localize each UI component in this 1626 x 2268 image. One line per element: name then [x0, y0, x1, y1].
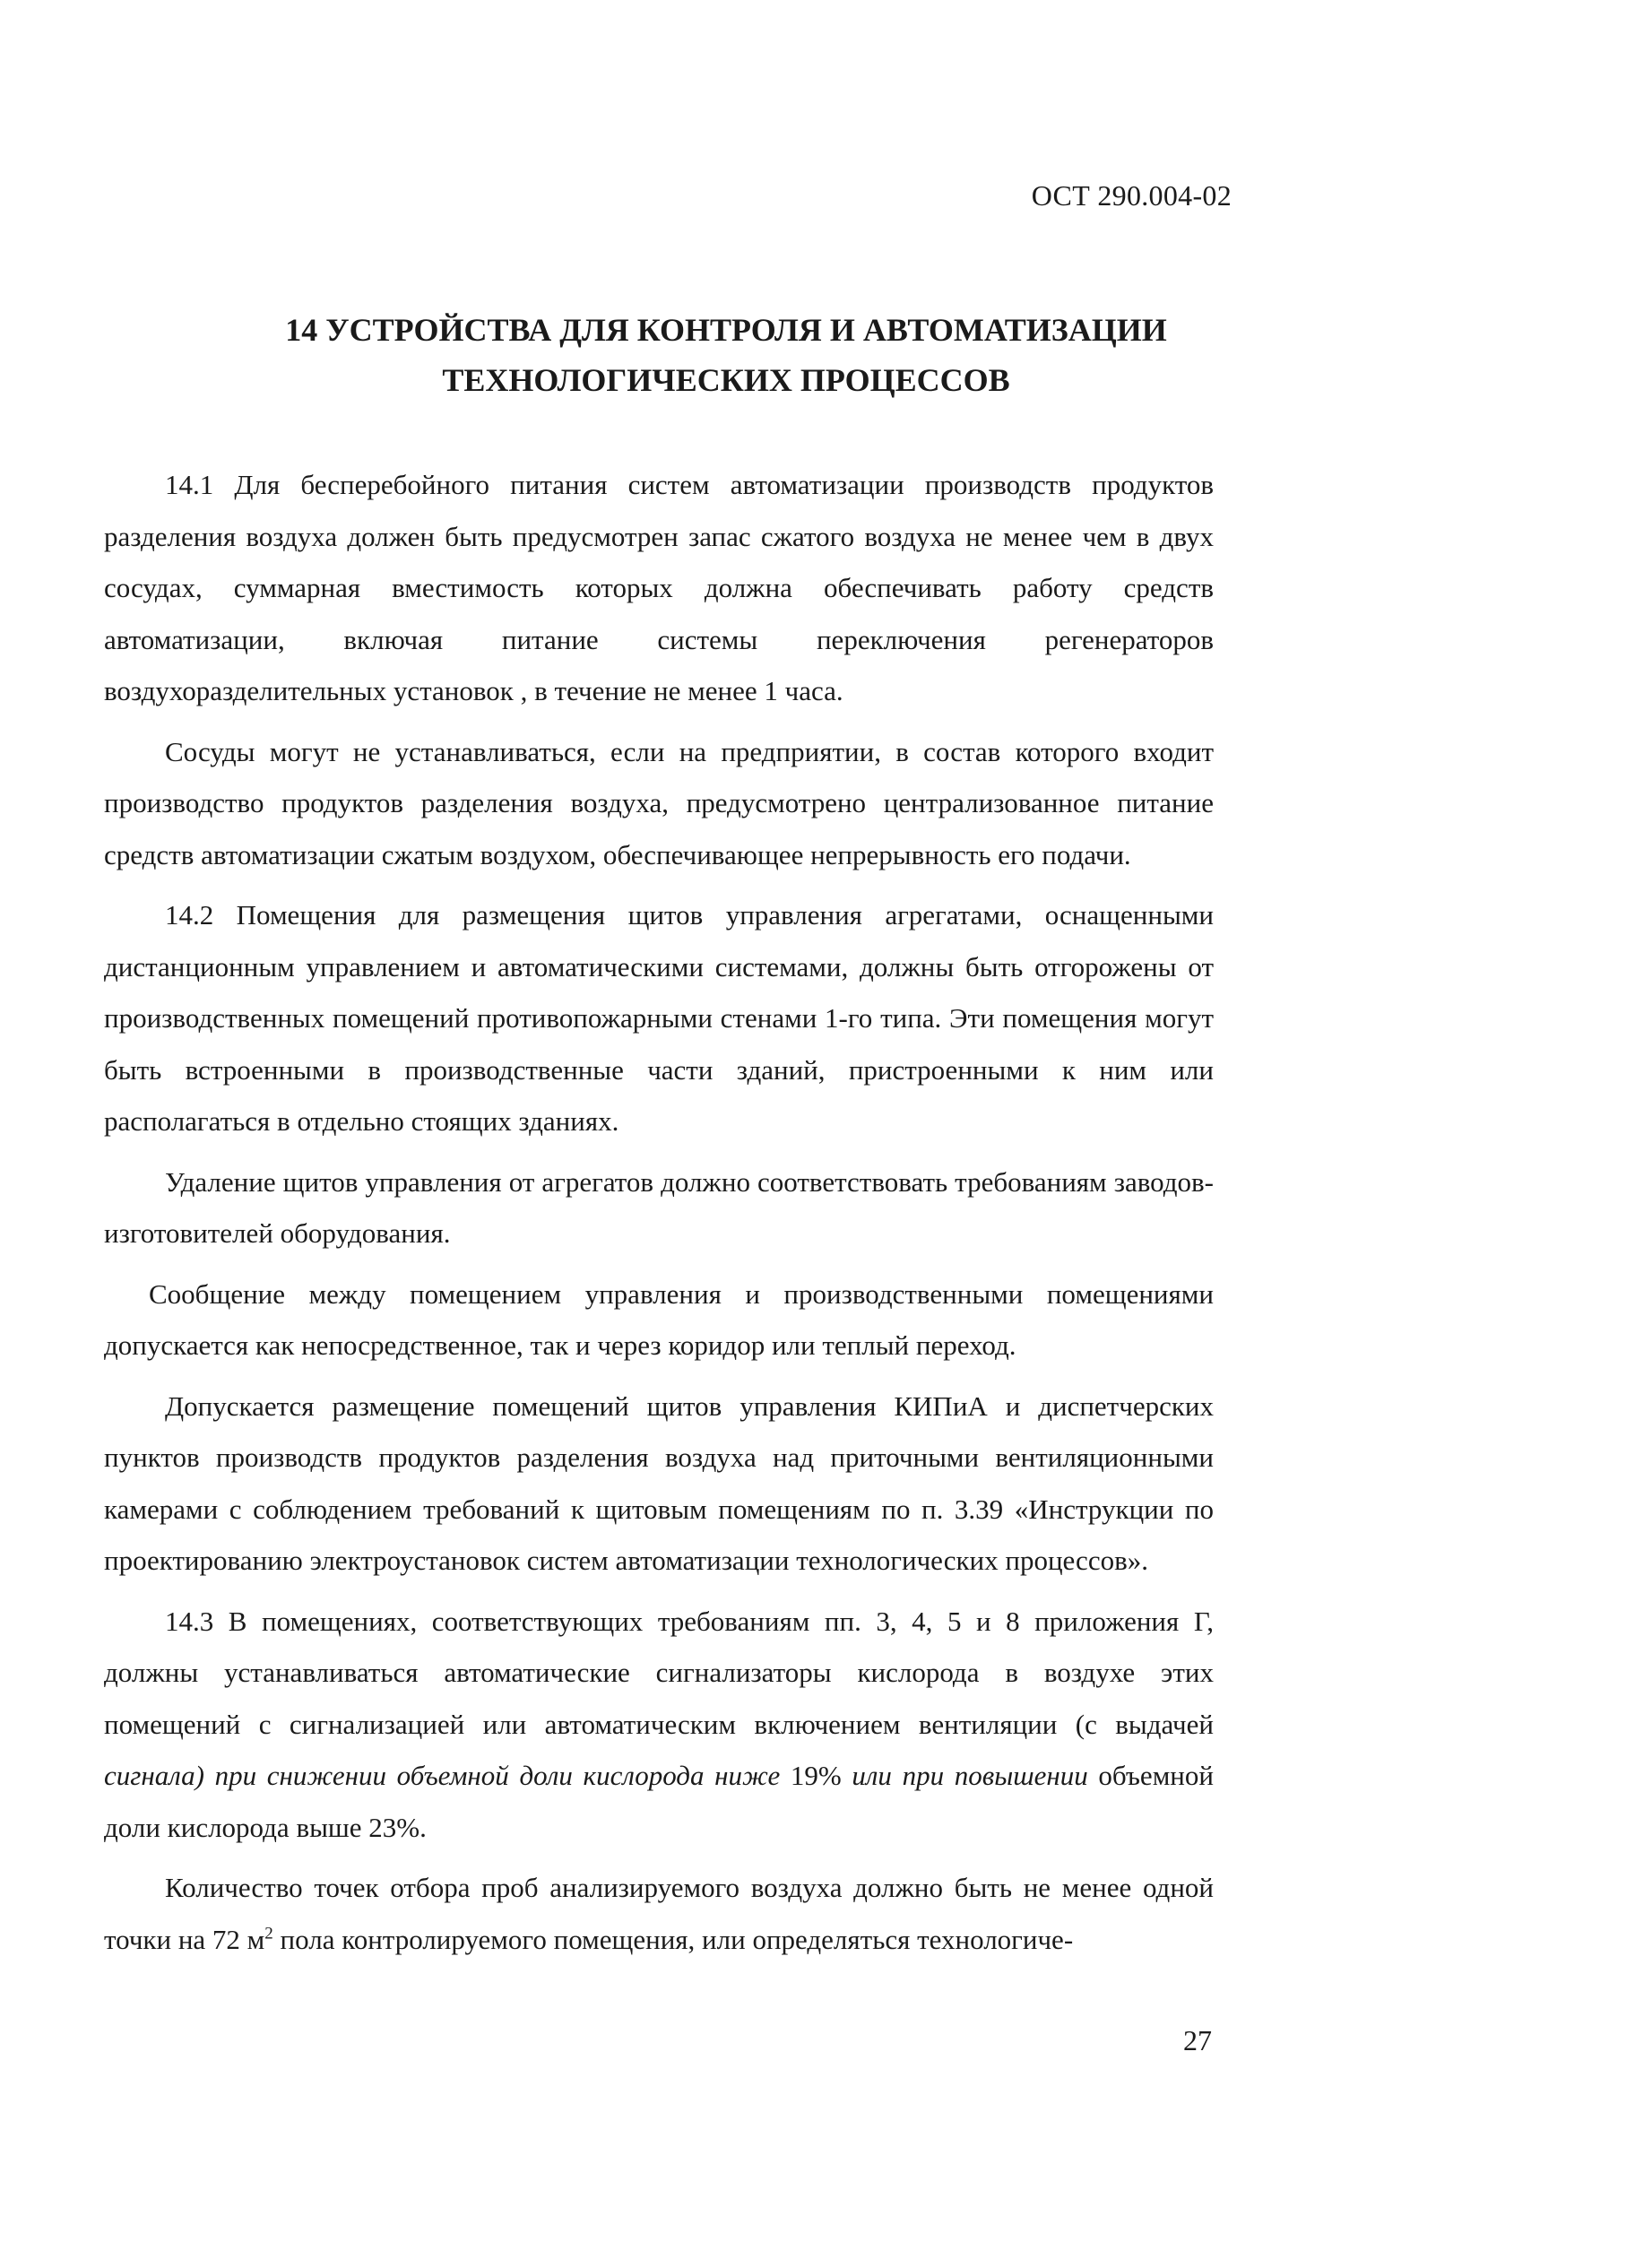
document-code: ОСТ 290.004-02 [1031, 179, 1232, 212]
paragraph-14-3-italic-2: или при повышении [852, 1760, 1088, 1791]
section-heading-line-1: 14 УСТРОЙСТВА ДЛЯ КОНТРОЛЯ И АВТОМАТИЗАЦИИ [285, 312, 1167, 348]
page-number: 27 [1183, 2024, 1212, 2056]
paragraph-sampling-end: пола контролируемого помещения, или определяться технологиче- [272, 1923, 1074, 1955]
document-body [104, 459, 1214, 1965]
paragraph-14-3-end: объемной доли кислорода выше 23%. [104, 1760, 1214, 1843]
paragraph-14-3 [104, 1596, 1214, 1854]
paragraph-vessels: Сосуды могут не устанавливаться, если на предприятии, в состав которого входит производство продуктов разделения воздуха, предусмотрено централизованное питание средств автоматизации сжатым воздухом, обеспечивающее непрерывность его подачи. [104, 735, 1214, 870]
paragraph-kipia: Допускается размещение помещений щитов управления КИПиА и диспетчерских пунктов производств продуктов разделения воздуха над приточными вентиляционными камерами с соблюдением требований к щитовым помещениям по п. 3.39 «Инструкции по проектированию электроустановок систем автоматизации технологических процессов». [104, 1389, 1214, 1576]
paragraph-14-1: 14.1 Для бесперебойного питания систем автоматизации производств продуктов разделения воздуха должен быть предусмотрен запас сжатого воздуха не менее чем в двух сосудах, суммарная вместимость которых должна обеспечивать работу средств автоматизации, включая питание системы переключения регенераторов воздухоразделительных установок , в течение не менее 1 часа. [104, 469, 1214, 706]
paragraph-14-3-start: 14.3 В помещениях, соответствующих требованиям пп. 3, 4, 5 и 8 приложения Г, должны устанавливаться автоматические сигнализаторы кислорода в воздухе этих помещений с сигнализацией или автоматическим включением вентиляции (с выдачей [104, 1605, 1214, 1740]
superscript-square: 2 [264, 1924, 273, 1943]
paragraph-sampling-start: Количество точек отбора проб анализируемого воздуха должно быть не менее одной точки на 72 м [104, 1872, 1214, 1955]
paragraph-sampling-points [104, 1862, 1214, 1965]
paragraph-communication: Сообщение между помещением управления и производственными помещениями допускается как непосредственное, так и через коридор или теплый переход. [104, 1277, 1214, 1361]
section-heading [215, 305, 1237, 405]
paragraph-14-3-italic: сигнала) при снижении объемной доли кислорода ниже [104, 1760, 781, 1791]
paragraph-14-2: 14.2 Помещения для размещения щитов управления агрегатами, оснащенными дистанционным управлением и автоматическими системами, должны быть отгорожены от производственных помещений противопожарными стенами 1-го типа. Эти помещения могут быть встроенными в производственные части зданий, пристроенными к ним или располагаться в отдельно стоящих зданиях. [104, 899, 1214, 1137]
paragraph-14-3-mid: 19% [780, 1760, 852, 1791]
paragraph-panel-removal: Удаление щитов управления от агрегатов должно соответствовать требованиям заводов-изготовителей оборудования. [104, 1165, 1214, 1249]
section-heading-line-2: ТЕХНОЛОГИЧЕСКИХ ПРОЦЕССОВ [442, 362, 1010, 398]
